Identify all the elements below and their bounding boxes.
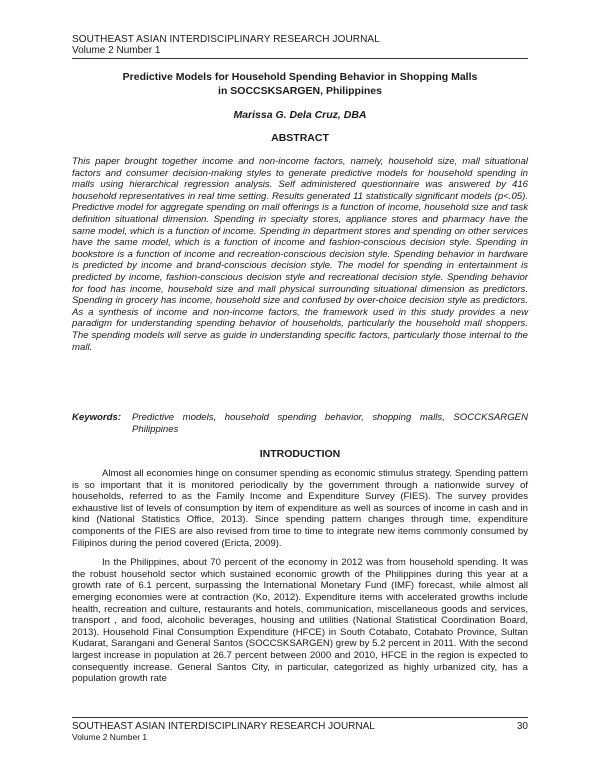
- footer-divider: [72, 717, 528, 718]
- keywords-text: Predictive models, household spending behavior, shopping malls, SOCCKSARGEN Philippines: [132, 412, 528, 435]
- running-header-volume: Volume 2 Number 1: [72, 45, 161, 56]
- running-header-journal: SOUTHEAST ASIAN INTERDISCIPLINARY RESEARCH JOURNAL: [72, 34, 380, 45]
- abstract-heading: ABSTRACT: [271, 132, 329, 144]
- running-footer-journal: SOUTHEAST ASIAN INTERDISCIPLINARY RESEARCH JOURNAL: [72, 721, 375, 732]
- page-number: 30: [516, 721, 528, 732]
- running-footer-volume: Volume 2 Number 1: [72, 732, 148, 742]
- introduction-paragraph-1: Almost all economies hinge on consumer spending as economic stimulus strategy. Spending pattern is so important that it is monitored periodically by the government through a nationwide survey of households, referred to as the Family Income and Expenditure Survey (FIES). The survey provides exhaustive list of levels of consumption by item of expenditure as well as sources of income in cash and in kind (National Statistics Office, 2013). Since spending pattern changes through time, expenditure components of the FIES are also revised from time to time to integrate new items commonly consumed by Filipinos during the period covered (Ericta, 2009).: [72, 468, 528, 549]
- keywords-label: Keywords:: [72, 412, 122, 423]
- introduction-body: [72, 468, 528, 693]
- abstract-text: This paper brought together income and non-income factors, namely, household size, mall situational factors and consumer decision-making styles to generate predictive models for household spending in malls using hierarchical regression analysis. Self administered questionnaire was answered by 416 household representatives in real time setting. Results generated 11 statistically significant models (p<.05). Predictive model for aggregate spending on mall offerings is a function of income, household size and task definition situational dimension. Spending in specialty stores, appliance stores and pharmacy have the same model, which is a function of income. Spending in department stores and spending on other services have the same model, which is a function of income and fashion-conscious decision style. Spending in bookstore is a function of income and recreation-conscious decision style. Spending behavior in hardware is predicted by income and brand-conscious decision style. The model for spending in entertainment is predicted by income, fashion-conscious decision style and recreational decision style. Spending behavior for food has income, household size and mall physical surrounding situational dimension as predictors. Spending in grocery has income, household size and confused by over-choice decision style as predictors. As a synthesis of income and non-income factors, the framework used in this study provides a new paradigm for understanding spending behavior of households, particularly the household mall shoppers. The spending models will serve as guide in understanding specific factors, particularly those internal to the mall.: [72, 156, 528, 353]
- introduction-heading: INTRODUCTION: [259, 448, 341, 460]
- introduction-paragraph-2: In the Philippines, about 70 percent of the economy in 2012 was from household spending. It was the robust household sector which sustained economic growth of the Philippines during this year at a growth rate of 6.1 percent, surpassing the International Monetary Fund (IMF) forecast, while almost all emerging economies were at contraction (Ko, 2012). Expenditure items with accelerated growths include health, recreation and culture, restaurants and hotels, communication, miscellaneous goods and services, transport , and food, alcoholic beverages, housing and utilities (National Statistical Coordination Board, 2013). Household Final Consumption Expenditure (HFCE) in South Cotabato, Cotabato Province, Sultan Kudarat, Sarangani and General Santos (SOCCSKSARGEN) grew by 5.2 percent in 2011. With the second largest increase in population at 26.7 percent between 2000 and 2010, HFCE in the region is expected to consequently increase. General Santos City, in particular, categorized as highly urbanized city, has a population growth rate: [72, 557, 528, 685]
- article-title: [90, 70, 510, 98]
- article-title-line-2: in SOCCSKSARGEN, Philippines: [218, 85, 382, 97]
- author-name: Marissa G. Dela Cruz, DBA: [233, 109, 367, 121]
- header-divider: [72, 58, 528, 59]
- keywords: [72, 412, 528, 435]
- article-title-line-1: Predictive Models for Household Spending Behavior in Shopping Malls: [122, 71, 478, 83]
